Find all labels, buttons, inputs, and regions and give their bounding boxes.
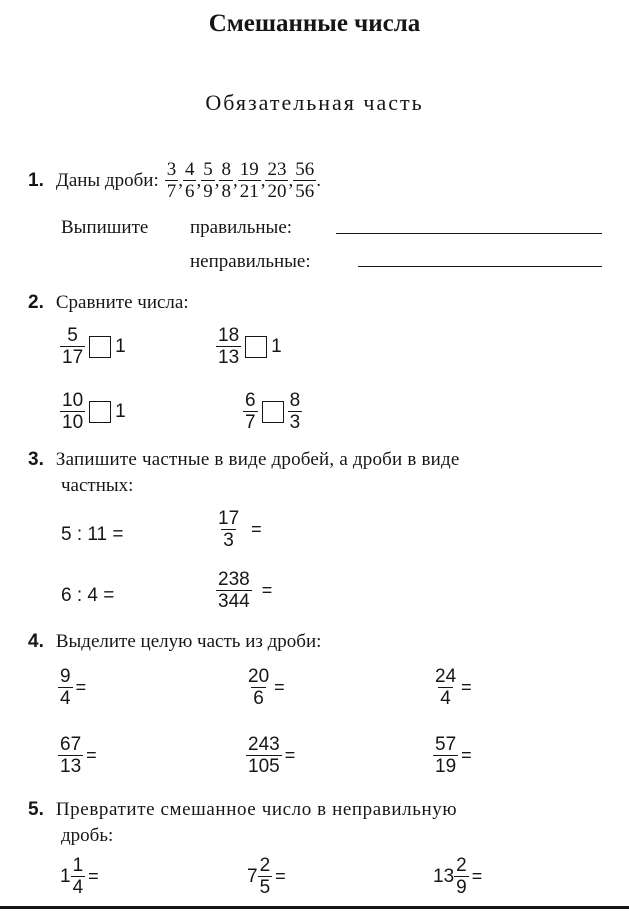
fraction: $\frac{8}{3}$ (289, 390, 301, 433)
compare-item-2: $\frac{18}{13}$ 1 (218, 325, 282, 368)
task-4-prompt: Выделите целую часть из дроби: (55, 631, 322, 652)
task-1-statement (28, 160, 321, 201)
fraction: $\frac{67}{13}$ (60, 734, 82, 777)
task-3-statement (28, 449, 460, 471)
mixed-number-1: 1 $\frac{1}{4}$ = (60, 855, 99, 898)
fraction-to-division-1: $\frac{17}{3}$ = (218, 508, 262, 551)
compare-box[interactable] (245, 336, 267, 358)
compare-box[interactable] (89, 336, 111, 358)
improper-label: неправильные: (190, 251, 311, 272)
task-1-number: 1. (28, 169, 44, 191)
fraction: $\frac{4}{6}$ (184, 159, 195, 202)
task-5-line-1: Превратите смешанное число в неправильную (55, 799, 458, 820)
division-2: 6 : 4 = (61, 585, 115, 606)
task-5-statement (28, 799, 457, 821)
compare-item-1: $\frac{5}{17}$ 1 (62, 325, 126, 368)
fraction-to-division-2: $\frac{238}{344}$ = (218, 569, 273, 612)
task-2-statement (28, 292, 189, 314)
compare-box[interactable] (262, 401, 284, 423)
task-3-line-1: Запишите частные в виде дробей, а дроби в виде (55, 449, 460, 470)
extract-whole-5: $\frac{243}{105}$ = (248, 734, 296, 777)
fraction: $\frac{19}{21}$ (239, 159, 259, 202)
fraction: $\frac{1}{4}$ (72, 855, 84, 898)
fraction: $\frac{20}{6}$ (248, 666, 270, 709)
task-1-prompt: Даны дроби: (55, 169, 159, 191)
section-subtitle: Обязательная часть (205, 90, 424, 115)
improper-answer-line[interactable] (358, 266, 602, 267)
division-1: 5 : 11 = (61, 524, 124, 545)
fraction: $\frac{238}{344}$ (218, 569, 250, 612)
fraction: $\frac{10}{10}$ (62, 390, 84, 433)
fraction: $\frac{243}{105}$ (248, 734, 280, 777)
fraction: $\frac{3}{7}$ (166, 159, 177, 202)
compare-box[interactable] (89, 401, 111, 423)
fraction: $\frac{2}{5}$ (259, 855, 271, 898)
fraction: $\frac{24}{4}$ (435, 666, 457, 709)
fraction: $\frac{5}{17}$ (62, 325, 84, 368)
task-4-statement (28, 631, 321, 653)
task-2-number: 2. (28, 292, 44, 313)
fraction: $\frac{2}{9}$ (456, 855, 467, 898)
task-2-prompt: Сравните числа: (55, 292, 189, 313)
fraction: $\frac{17}{3}$ (218, 508, 240, 551)
mixed-number-2: 7 $\frac{2}{5}$ = (247, 855, 286, 898)
task-3-line-2: частных: (61, 475, 134, 496)
compare-item-3: $\frac{10}{10}$ 1 (62, 390, 126, 433)
mixed-number-3: 13 $\frac{2}{9}$ = (433, 855, 483, 898)
proper-answer-line[interactable] (336, 233, 602, 234)
fraction: $\frac{57}{19}$ (435, 734, 457, 777)
task-3-number: 3. (28, 449, 44, 470)
extract-whole-6: $\frac{57}{19}$ = (435, 734, 472, 777)
fraction: $\frac{23}{20}$ (267, 159, 287, 202)
proper-label: правильные: (190, 217, 293, 238)
fraction: $\frac{5}{9}$ (203, 159, 213, 202)
page-title: Смешанные числа (208, 10, 421, 37)
extract-whole-4: $\frac{67}{13}$ = (60, 734, 97, 777)
fraction: $\frac{18}{13}$ (218, 325, 240, 368)
task-5-number: 5. (28, 799, 44, 820)
compare-item-4 (243, 391, 302, 432)
extract-whole-2: $\frac{20}{6}$ = (248, 666, 285, 709)
task-1-fractions: $\frac{3}{7}$ , $\frac{4}{6}$ , $\frac{5}{9}$ , $\frac{8}{8}$ , $\frac{19}{21}$ , $\frac{23}{20}$ , $\frac{56}{56}$ . (166, 159, 321, 202)
page-bottom-border (0, 906, 629, 909)
write-out-label: Выпишите (61, 217, 149, 238)
fraction: $\frac{8}{8}$ (221, 159, 231, 202)
task-4-number: 4. (28, 631, 44, 652)
fraction: $\frac{56}{56}$ (295, 159, 315, 202)
fraction: $\frac{9}{4}$ (60, 666, 71, 709)
fraction: $\frac{6}{7}$ (245, 390, 256, 433)
task-5-line-2: дробь: (61, 825, 114, 846)
extract-whole-1: $\frac{9}{4}$ = (60, 666, 87, 709)
extract-whole-3: $\frac{24}{4}$ = (435, 666, 472, 709)
